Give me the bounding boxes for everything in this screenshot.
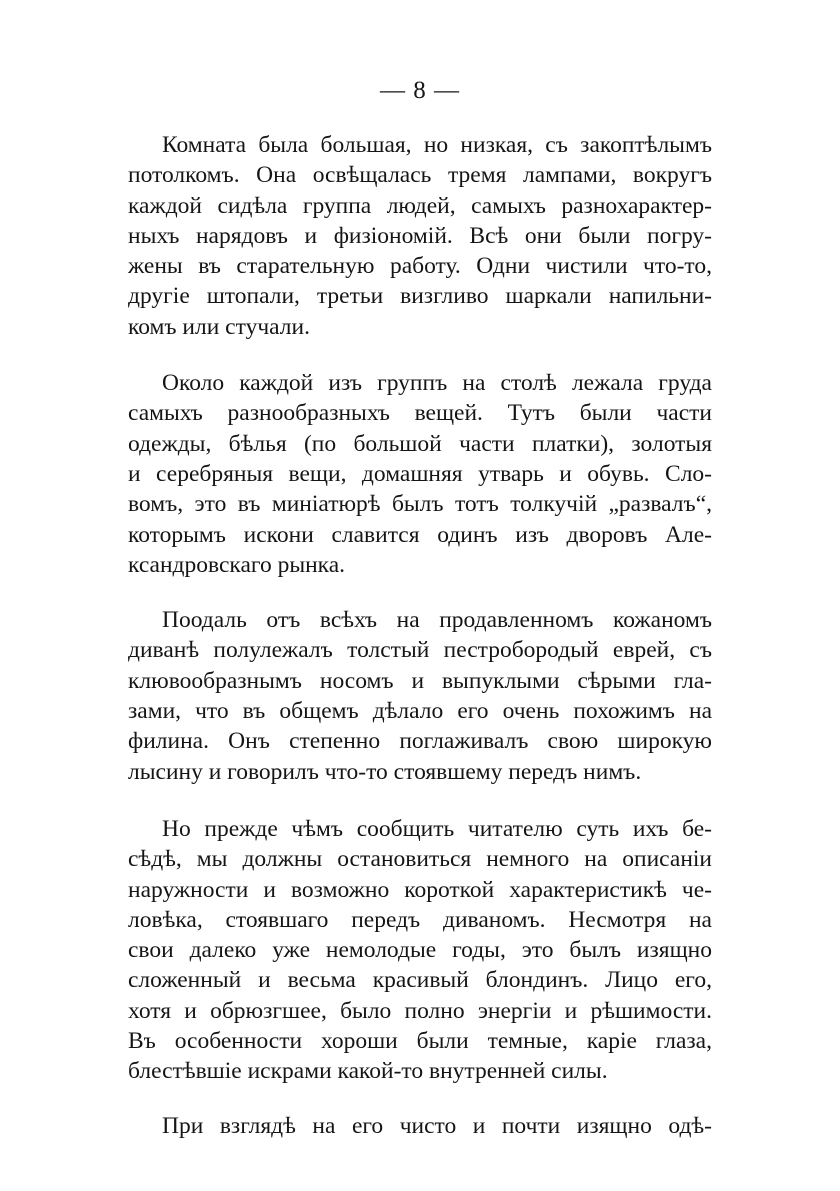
text-line: диванѣ полулежалъ толстый пестробородый еврей, съ [128, 637, 712, 664]
text-line: ксандровскаго рынка. [128, 551, 346, 578]
text-line: хотя и обрюзгшее, было полно энергіи и рѣшимости. [128, 997, 712, 1024]
paragraph-1 [128, 130, 712, 342]
paragraph-2 [128, 368, 712, 580]
text-line: зами, что въ общемъ дѣлало его очень похожимъ на [128, 698, 712, 725]
text-line: и серебряныя вещи, домашняя утварь и обувь. Сло- [128, 460, 712, 487]
text-line: блестѣвшіе искрами какой-то внутренней силы. [128, 1058, 608, 1085]
text-line: При взглядѣ на его чисто и почти изящно одѣ- [162, 1112, 712, 1139]
text-line: лысину и говорилъ что-то стоявшему передъ нимъ. [128, 758, 642, 785]
text-line: вомъ, это въ миніатюрѣ былъ тотъ толкучій „развалъ“, [128, 491, 712, 518]
text-line: Но прежде чѣмъ сообщить читателю суть ихъ бе- [162, 815, 712, 842]
text-line: другіе штопали, третьи визгливо шаркали напильни- [128, 283, 712, 310]
text-line: Комната была большая, но низкая, съ закоптѣлымъ [162, 132, 712, 158]
text-line: ныхъ нарядовъ и физіономій. Всѣ они были погру- [128, 222, 712, 249]
text-line: Поодаль отъ всѣхъ на продавленномъ кожаномъ [162, 607, 712, 634]
text-line: сложенный и весьма красивый блондинъ. Лицо его, [128, 967, 712, 994]
text-line: Около каждой изъ группъ на столѣ лежала груда [162, 370, 712, 397]
text-line: жены въ старательную работу. Одни чистили что-то, [128, 253, 712, 280]
paragraph-4 [128, 814, 712, 1087]
body-text [128, 130, 712, 1167]
text-line: каждой сидѣла группа людей, самыхъ разнохарактер- [128, 192, 712, 219]
text-line: клювообразнымъ носомъ и выпуклыми сѣрыми гла- [128, 667, 712, 694]
page-number: — 8 — [380, 77, 460, 104]
text-line: которымъ искони славится одинъ изъ дворовъ Але- [128, 521, 712, 548]
text-line: Въ особенности хороши были темные, каріе глаза, [128, 1028, 712, 1055]
text-line: наружности и возможно короткой характеристикѣ че- [128, 876, 712, 903]
text-line: филина. Онъ степенно поглаживалъ свою широкую [128, 728, 712, 755]
text-line: комъ или стучали. [128, 313, 310, 340]
text-line: самыхъ разнообразныхъ вещей. Тутъ были части [128, 400, 712, 427]
paragraph-3 [128, 605, 712, 787]
text-line: потолкомъ. Она освѣщалась тремя лампами, вокругъ [128, 162, 712, 189]
text-line: свои далеко уже немолодые годы, это былъ изящно [128, 937, 712, 964]
text-line: сѣдѣ, мы должны остановиться немного на описаніи [128, 846, 712, 873]
text-line: ловѣка, стоявшаго передъ диваномъ. Несмотря на [128, 906, 712, 933]
paragraph-5 [128, 1111, 712, 1141]
text-line: одежды, бѣлья (по большой части платки), золотыя [128, 430, 712, 457]
